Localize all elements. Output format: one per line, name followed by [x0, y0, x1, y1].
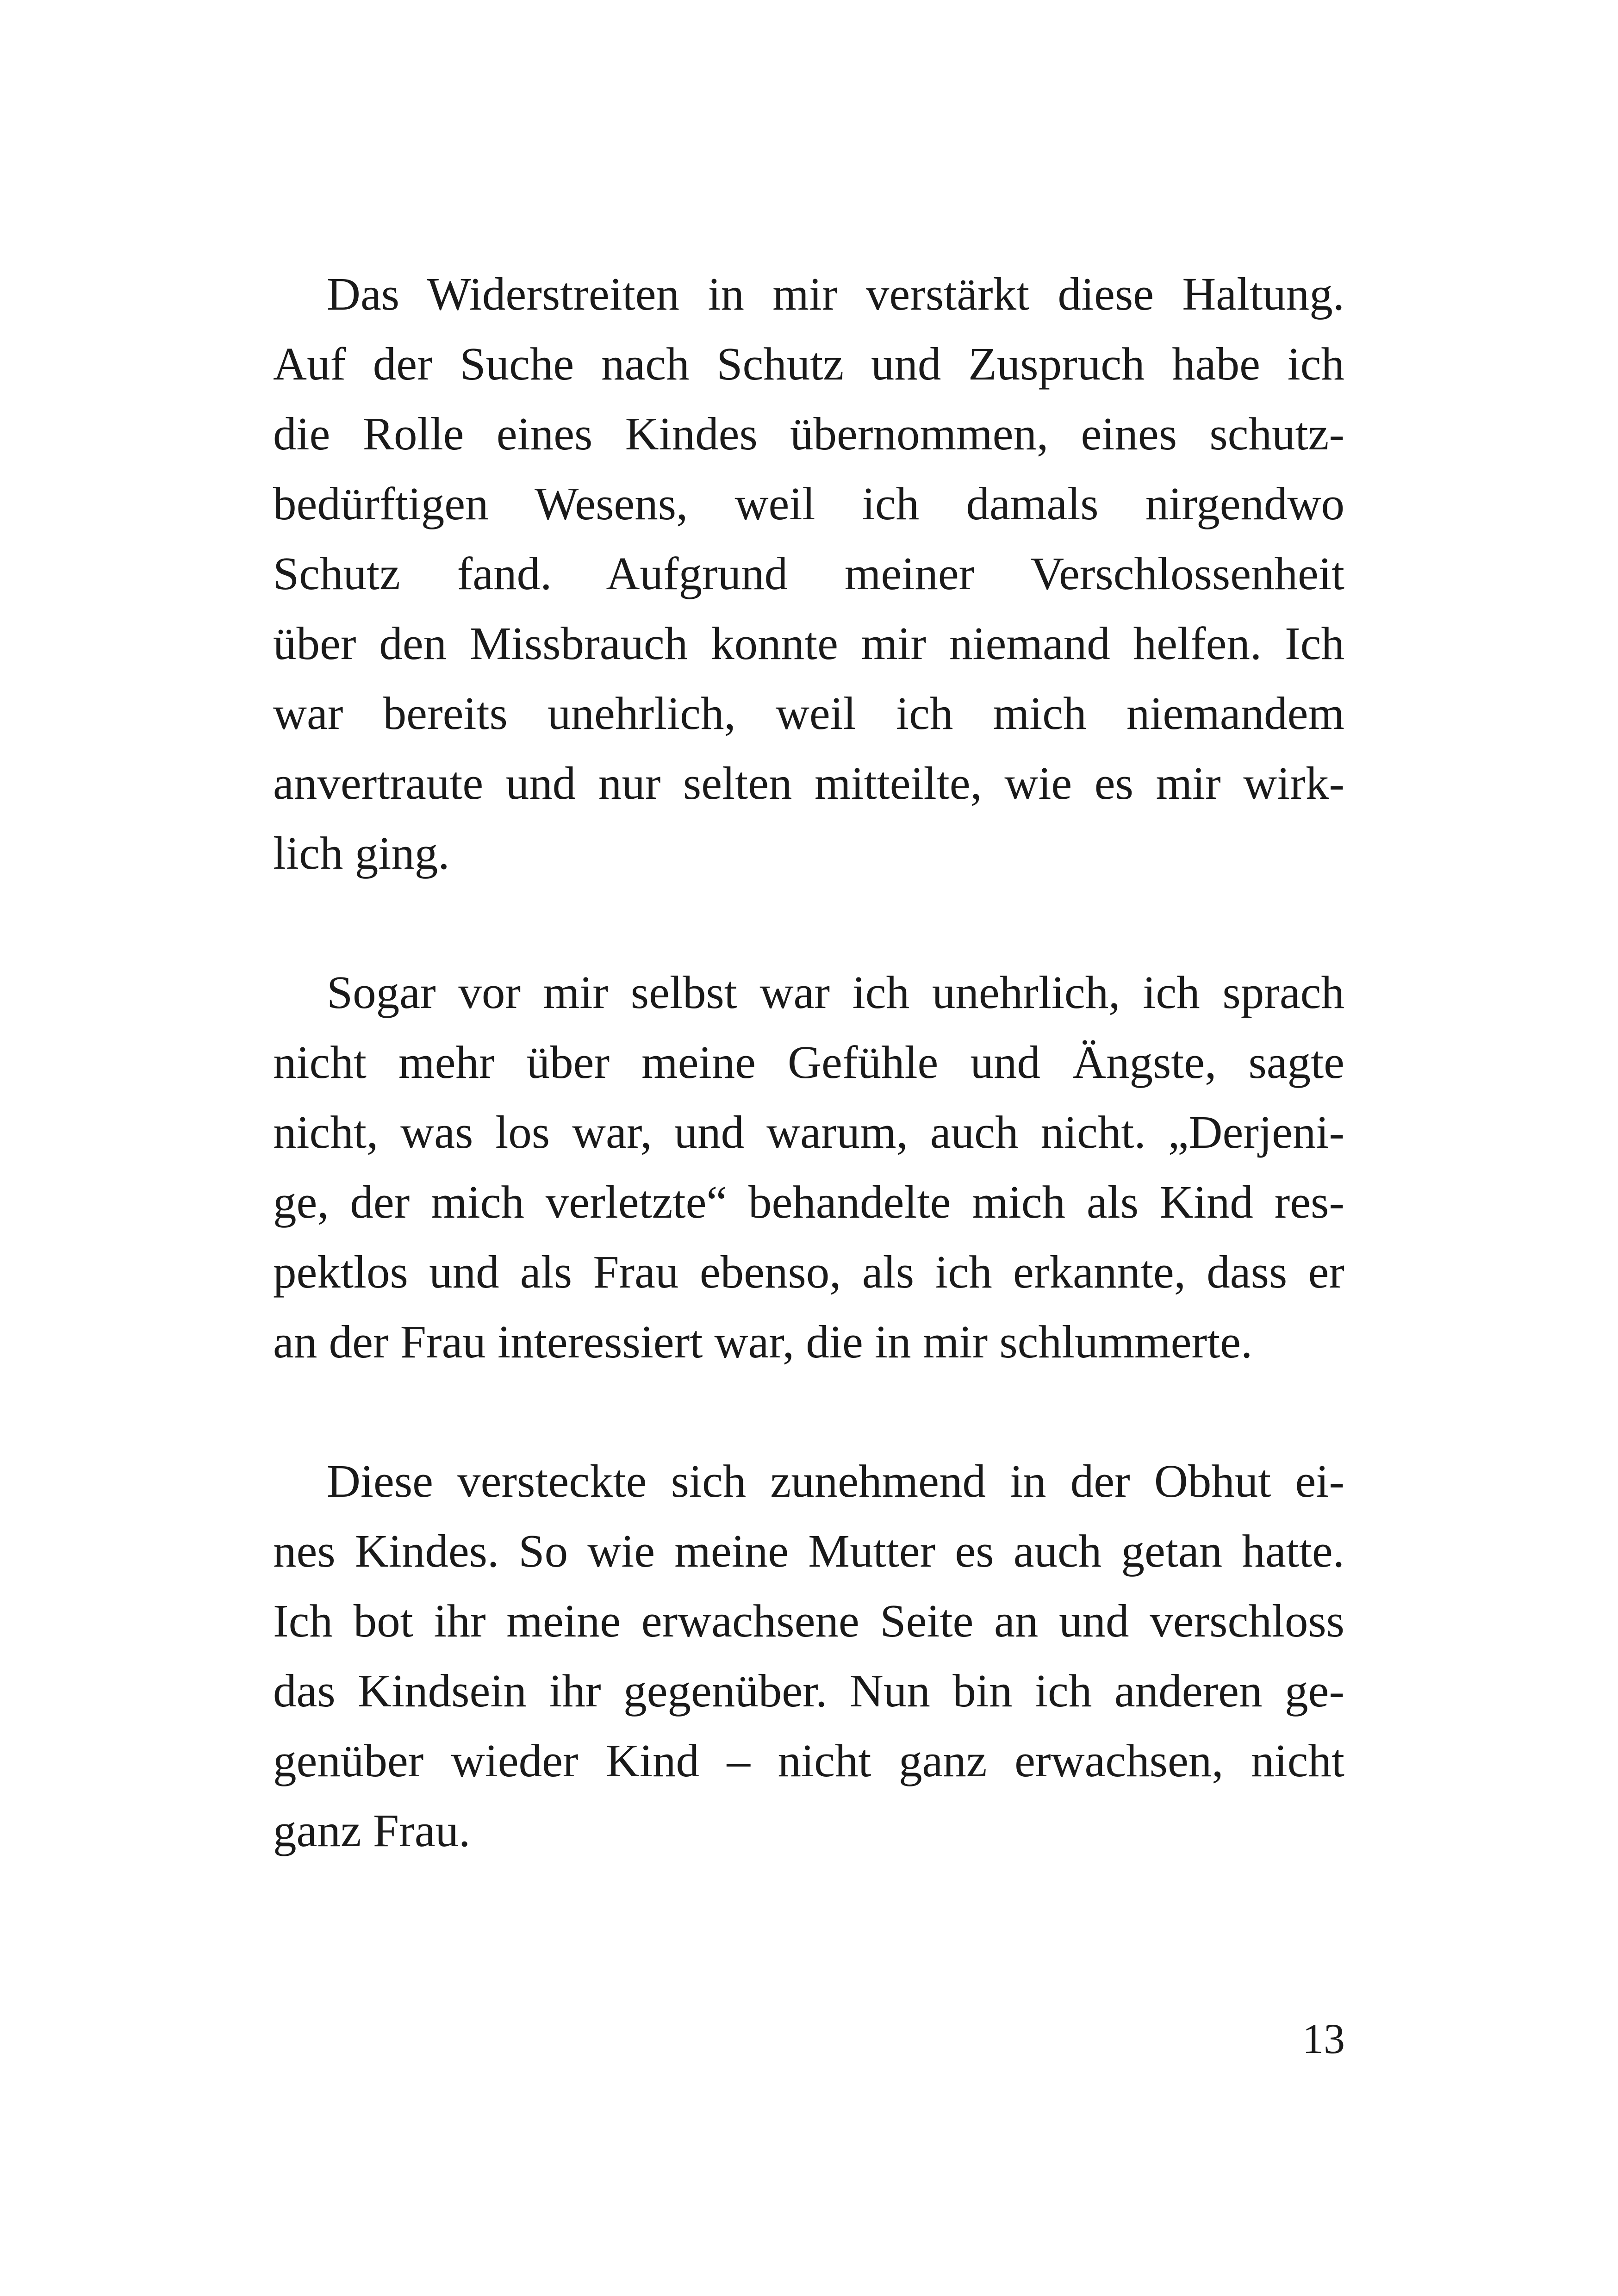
- text-line: genüber wieder Kind – nicht ganz erwachsen, nicht: [273, 1735, 1344, 1786]
- text-line: pektlos und als Frau ebenso, als ich erkannte, dass er: [273, 1246, 1344, 1298]
- text-line: Sogar vor mir selbst war ich unehrlich, ich sprach: [327, 966, 1344, 1018]
- paragraph-3: [273, 1446, 1344, 1866]
- page-number: 13: [1302, 2015, 1345, 2062]
- text-line: nicht, was los war, und warum, auch nicht. „Derjeni-: [273, 1106, 1344, 1158]
- text-line: anvertraute und nur selten mitteilte, wie es mir wirk-: [273, 757, 1344, 809]
- text-line: die Rolle eines Kindes übernommen, eines schutz-: [273, 408, 1344, 460]
- text-line: das Kindsein ihr gegenüber. Nun bin ich anderen ge-: [273, 1665, 1344, 1717]
- body-text: [273, 259, 1344, 1866]
- text-line: an der Frau interessiert war, die in mir schlummerte.: [273, 1316, 1253, 1368]
- text-line: bedürftigen Wesens, weil ich damals nirgendwo: [273, 478, 1344, 529]
- text-line: nicht mehr über meine Gefühle und Ängste, sagte: [273, 1036, 1344, 1088]
- text-line: Schutz fand. Aufgrund meiner Verschlossenheit: [273, 548, 1344, 599]
- text-line: Das Widerstreiten in mir verstärkt diese Haltung.: [327, 268, 1344, 320]
- text-line: lich ging.: [273, 827, 450, 879]
- text-line: ganz Frau.: [273, 1804, 471, 1856]
- text-line: nes Kindes. So wie meine Mutter es auch getan hatte.: [273, 1525, 1344, 1577]
- paragraph-1: [273, 259, 1344, 888]
- text-line: war bereits unehrlich, weil ich mich niemandem: [273, 687, 1344, 739]
- text-line: ge, der mich verletzte“ behandelte mich als Kind res-: [273, 1176, 1344, 1228]
- text-line: Ich bot ihr meine erwachsene Seite an und verschloss: [273, 1595, 1344, 1647]
- text-line: über den Missbrauch konnte mir niemand helfen. Ich: [273, 617, 1344, 669]
- text-line: Diese versteckte sich zunehmend in der Obhut ei-: [327, 1455, 1344, 1507]
- text-line: Auf der Suche nach Schutz und Zuspruch habe ich: [273, 338, 1344, 390]
- paragraph-2: [273, 958, 1344, 1377]
